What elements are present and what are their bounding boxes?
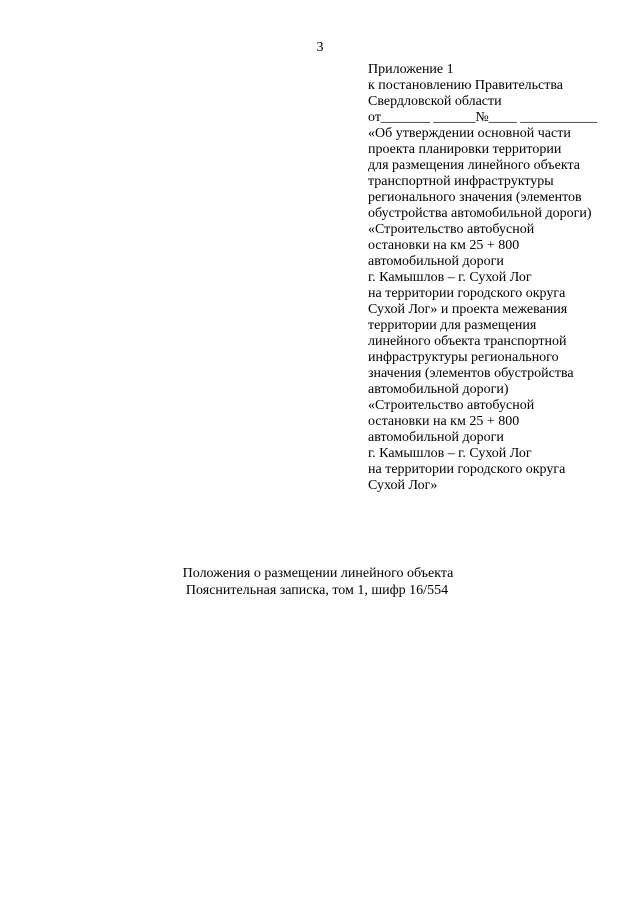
appendix-header [368, 62, 633, 494]
appendix-line: на территории городского округа [368, 286, 566, 301]
appendix-line: регионального значения (элементов [368, 190, 582, 205]
appendix-line: Свердловской области [368, 94, 502, 109]
appendix-line: проекта планировки территории [368, 142, 562, 157]
appendix-line: от_______ ______№____ ___________ [368, 110, 598, 125]
appendix-line: для размещения линейного объекта [368, 158, 580, 173]
appendix-line: остановки на км 25 + 800 [368, 238, 520, 253]
document-title [0, 565, 640, 599]
appendix-line: «Строительство автобусной [368, 222, 535, 237]
appendix-line: автомобильной дороги) [368, 382, 509, 397]
appendix-line: инфраструктуры регионального [368, 350, 559, 365]
appendix-line: г. Камышлов – г. Сухой Лог [368, 270, 532, 285]
appendix-line: Сухой Лог» и проекта межевания [368, 302, 568, 317]
appendix-line: автомобильной дороги [368, 430, 504, 445]
appendix-line: территории для размещения [368, 318, 537, 333]
appendix-line: линейного объекта транспортной [368, 334, 567, 349]
appendix-line: Приложение 1 [368, 62, 454, 77]
appendix-line: транспортной инфраструктуры [368, 174, 554, 189]
appendix-line: остановки на км 25 + 800 [368, 414, 520, 429]
appendix-line: «Об утверждении основной части [368, 126, 571, 141]
page-number: 3 [316, 40, 324, 55]
appendix-line: обустройства автомобильной дороги) [368, 206, 592, 221]
appendix-line: «Строительство автобусной [368, 398, 535, 413]
appendix-line: г. Камышлов – г. Сухой Лог [368, 446, 532, 461]
document-title-line-2: Пояснительная записка, том 1, шифр 16/554 [185, 583, 449, 598]
appendix-line: Сухой Лог» [368, 478, 438, 493]
appendix-line: к постановлению Правительства [368, 78, 564, 93]
appendix-line: автомобильной дороги [368, 254, 504, 269]
document-title-line-1: Положения о размещении линейного объекта [182, 566, 454, 581]
appendix-line: на территории городского округа [368, 462, 566, 477]
appendix-line: значения (элементов обустройства [368, 366, 574, 381]
